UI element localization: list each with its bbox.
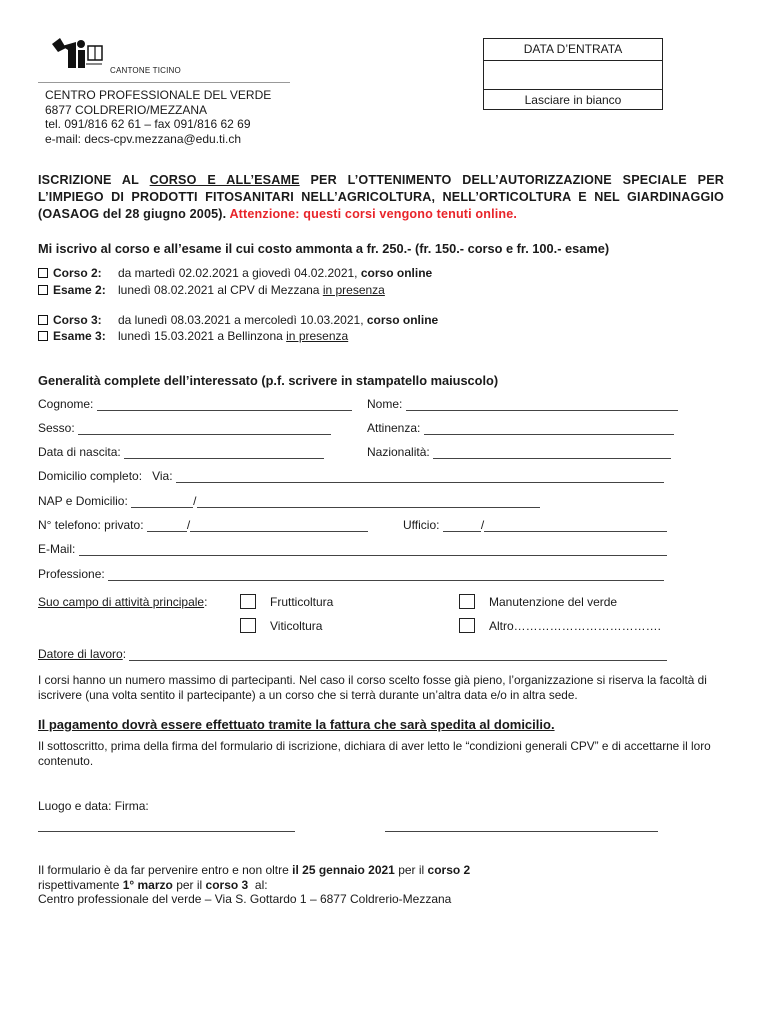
place-date-line[interactable] — [38, 830, 295, 832]
course-text: lunedì 15.03.2021 a Bellinzona — [118, 329, 287, 343]
participants-notice: I corsi hanno un numero massimo di partecipanti. Nel caso il corso scelto fosse già pieno, l’organizzazione si riserva la facoltà di iscrivere (una volta sentito il partecipante) a un corso che si terrà durante un’altra data e/o in altra sede. — [38, 673, 707, 702]
input-line[interactable] — [176, 470, 664, 483]
input-line[interactable] — [406, 398, 678, 411]
canton-label: CANTONE TICINO — [110, 66, 181, 75]
text: Il formulario è da far pervenire entro e non oltre — [38, 863, 293, 877]
deadline-address: Centro professionale del verde – Via S. Gottardo 1 – 6877 Coldrerio-Mezzana — [38, 892, 452, 906]
frutticoltura-label: Frutticoltura — [270, 595, 334, 609]
submission-deadline — [38, 863, 470, 907]
manutenzione-checkbox[interactable] — [459, 594, 475, 609]
course-2-option[interactable] — [38, 265, 432, 281]
input-line[interactable] — [197, 495, 540, 508]
input-line[interactable] — [443, 519, 481, 532]
field-label: Nazionalità: — [367, 445, 430, 459]
header-divider — [38, 82, 290, 83]
deadline-date-2: il 25 gennaio 2021 — [292, 863, 395, 877]
exam-3-option[interactable] — [38, 328, 348, 344]
declaration-text: Il sottoscritto, prima della firma del formulario di iscrizione, dichiara di aver letto le “condizioni generali CPV” e di accettarne il loro contenuto. — [38, 739, 711, 768]
profession-field[interactable] — [38, 567, 664, 581]
email-field[interactable] — [38, 542, 667, 556]
course-ref: corso 2 — [427, 863, 471, 877]
input-line[interactable] — [131, 495, 193, 508]
course-label: Esame 2: — [53, 283, 106, 297]
manutenzione-label: Manutenzione del verde — [489, 595, 618, 609]
text: per il — [394, 863, 428, 877]
course-text: lunedì 08.02.2021 al CPV di Mezzana — [118, 283, 323, 297]
field-label: Sesso: — [38, 421, 75, 435]
altro-label: Altro………………………………. — [489, 619, 662, 633]
birthdate-field[interactable] — [38, 445, 324, 459]
zip-city-field[interactable]: NAP e Domicilio: / — [38, 494, 540, 508]
ticino-logo — [50, 36, 112, 72]
text: rispettivamente — [38, 877, 123, 892]
organization-address — [45, 88, 271, 146]
phone-office-field[interactable]: Ufficio: / — [403, 518, 667, 532]
deadline-line-1 — [38, 863, 470, 878]
payment-notice: Il pagamento dovrà essere effettuato tramite la fattura che sarà spedita al domicilio. — [38, 717, 555, 732]
checkbox[interactable] — [38, 285, 48, 295]
address-field[interactable] — [38, 469, 664, 483]
input-line[interactable] — [124, 446, 324, 459]
payment-text: Il pagamento dovrà essere effettuato tramite la fattura che sarà spedita al domicilio — [38, 717, 551, 732]
org-city: 6877 COLDRERIO/MEZZANA — [45, 102, 208, 117]
input-line[interactable] — [433, 446, 671, 459]
input-line[interactable] — [147, 519, 187, 532]
phone-private-field[interactable]: N° telefono: privato: / — [38, 518, 368, 532]
course-label: Corso 3: — [53, 313, 102, 327]
viticoltura-checkbox[interactable] — [240, 618, 256, 633]
employer-field[interactable]: Datore di lavoro: — [38, 647, 667, 661]
entry-date-field[interactable] — [484, 61, 662, 90]
org-email: e-mail: decs-cpv.mezzana@edu.ti.ch — [45, 131, 242, 146]
viticoltura-label: Viticoltura — [270, 619, 323, 633]
form-title — [38, 172, 724, 223]
field-label: Data di nascita: — [38, 445, 121, 459]
online-warning: Attenzione: questi corsi vengono tenuti online. — [229, 207, 518, 221]
course-text: da martedì 02.02.2021 a giovedì 04.02.2021, — [118, 266, 361, 280]
field-label: N° telefono: privato: — [38, 518, 144, 532]
activity-label: Suo campo di attività principale: — [38, 595, 208, 609]
entry-date-note: Lasciare in bianco — [524, 93, 622, 107]
entry-date-title: DATA D’ENTRATA — [484, 39, 662, 61]
input-line[interactable] — [78, 422, 331, 435]
checkbox[interactable] — [38, 331, 48, 341]
personal-data-title: Generalità complete dell’interessato (p.f. scrivere in stampatello maiuscolo) — [38, 373, 499, 388]
input-line[interactable] — [97, 398, 352, 411]
checkbox[interactable] — [38, 315, 48, 325]
text: al: — [248, 877, 268, 892]
field-label: Via: — [152, 469, 173, 483]
signature-line[interactable] — [385, 830, 658, 832]
field-label: Attinenza: — [367, 421, 421, 435]
cognome-field[interactable] — [38, 397, 352, 411]
course-3-option[interactable] — [38, 312, 438, 328]
title-part2: PER L’OTTENIMENTO DELL’AUTORIZZAZIONE SPECIALE PER L’IMPIEGO DI PRODOTTI FITOSANITARI NELL’AGRICOLTURA, NELL’ORTICOLTURA E NEL GIARDINAGGIO (OASAOG del 28 giugno 2005). — [38, 173, 724, 221]
field-label: Domicilio completo: — [38, 469, 143, 483]
input-line[interactable] — [108, 568, 664, 581]
deadline-line-2 — [38, 878, 470, 893]
input-line[interactable] — [129, 648, 667, 661]
entry-date-box — [483, 38, 663, 110]
input-line[interactable] — [484, 519, 667, 532]
field-label: Professione: — [38, 567, 105, 581]
org-phone: tel. 091/816 62 61 – fax 091/816 62 69 — [45, 117, 251, 131]
cost-statement: Mi iscrivo al corso e all’esame il cui costo ammonta a fr. 250.- (fr. 150.- corso e fr. 100.- esame) — [38, 241, 610, 256]
input-line[interactable] — [79, 543, 667, 556]
field-label: Datore di lavoro — [38, 647, 123, 661]
exam-2-option[interactable] — [38, 282, 385, 298]
course-label: Esame 3: — [53, 329, 106, 343]
sesso-field[interactable] — [38, 421, 331, 435]
attinenza-field[interactable] — [367, 421, 674, 435]
signature-label: Luogo e data: Firma: — [38, 799, 149, 813]
field-label: Suo campo di attività principale — [38, 595, 205, 609]
deadline-date-3: 1° marzo — [122, 877, 173, 892]
course-mode: corso online — [366, 313, 439, 327]
field-label: NAP e Domicilio: — [38, 494, 128, 508]
course-mode: in presenza — [322, 283, 385, 297]
text: per il — [172, 877, 206, 892]
course-mode: in presenza — [286, 329, 349, 343]
course-label: Corso 2: — [53, 266, 102, 280]
field-label: Nome: — [367, 397, 403, 411]
input-line[interactable] — [424, 422, 674, 435]
course-mode: corso online — [360, 266, 433, 280]
nationality-field[interactable] — [367, 445, 671, 459]
field-label: E-Mail: — [38, 542, 76, 556]
frutticoltura-checkbox[interactable] — [240, 594, 256, 609]
altro-checkbox[interactable] — [459, 618, 475, 633]
field-label: Cognome: — [38, 397, 94, 411]
course-ref: corso 3 — [205, 877, 249, 892]
input-line[interactable] — [190, 519, 368, 532]
nome-field[interactable] — [367, 397, 678, 411]
checkbox[interactable] — [38, 268, 48, 278]
title-part1: ISCRIZIONE AL — [38, 173, 150, 187]
field-label: Ufficio: — [403, 518, 440, 532]
org-name: CENTRO PROFESSIONALE DEL VERDE — [45, 88, 272, 102]
course-text: da lunedì 08.03.2021 a mercoledì 10.03.2021, — [118, 313, 367, 327]
title-underlined: CORSO E ALL’ESAME — [149, 173, 300, 187]
